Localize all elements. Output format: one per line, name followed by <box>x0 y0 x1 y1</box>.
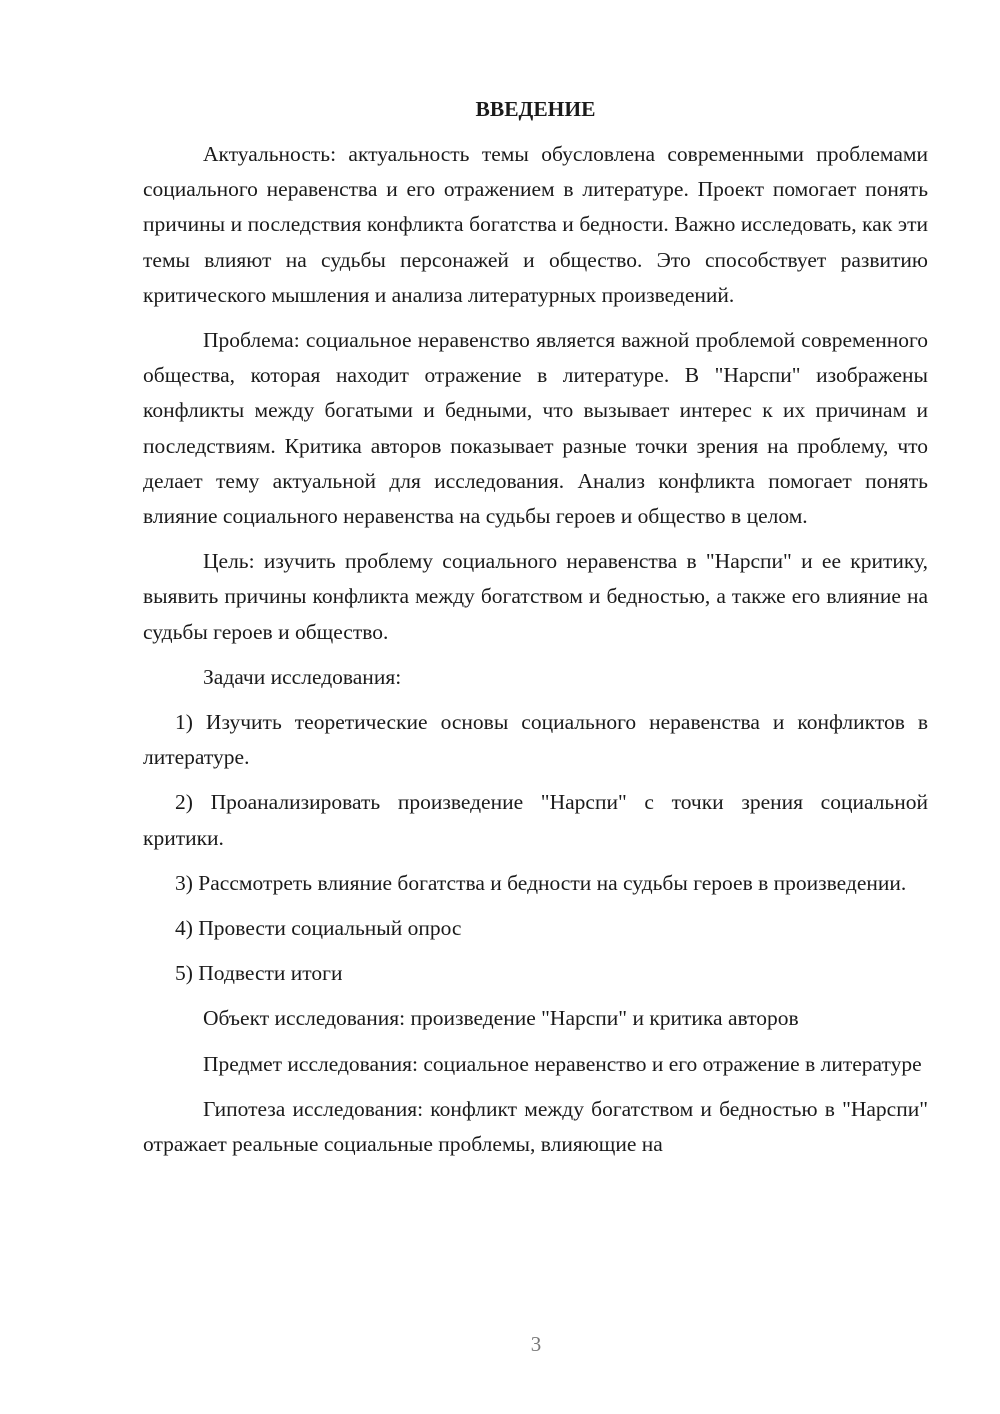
task-item-4: 4) Провести социальный опрос <box>175 916 462 941</box>
page-number: 3 <box>530 1332 542 1356</box>
section-title: ВВЕДЕНИЕ <box>475 97 596 121</box>
paragraph-subject: Предмет исследования: социальное неравенство и его отражение в литературе <box>203 1051 922 1076</box>
paragraph-goal: Цель: изучить проблему социального неравенства в "Нарспи" и ее критику, выявить причины конфликта между богатством и бедностью, а также его влияние на судьбы героев и общество. <box>143 549 928 644</box>
task-item-2: 2) Проанализировать произведение "Нарспи" с точки зрения социальной критики. <box>143 790 928 850</box>
task-item-3: 3) Рассмотреть влияние богатства и бедности на судьбы героев в произведении. <box>175 870 907 895</box>
task-item-1: 1) Изучить теоретические основы социального неравенства и конфликтов в литературе. <box>143 710 928 770</box>
paragraph-problem: Проблема: социальное неравенство является важной проблемой современного общества, которая находит отражение в литературе. В "Нарспи" изображены конфликты между богатыми и бедными, что вызывает интерес к их причинам и последствиям. Критика авторов показывает разные точки зрения на проблему, что делает тему актуальной для исследования. Анализ конфликта помогает понять влияние социального неравенства на судьбы героев и общество в целом. <box>143 328 928 529</box>
paragraph-relevance: Актуальность: актуальность темы обусловлена современными проблемами социального неравенства и его отражением в литературе. Проект помогает понять причины и последствия конфликта богатства и бедности. Важно исследовать, как эти темы влияют на судьбы персонажей и общество. Это способствует развитию критического мышления и анализа литературных произведений. <box>143 142 928 307</box>
document-body <box>143 92 928 1172</box>
task-item-5: 5) Подвести итоги <box>175 961 343 986</box>
paragraph-object: Объект исследования: произведение "Нарспи" и критика авторов <box>203 1006 799 1031</box>
paragraph-hypothesis: Гипотеза исследования: конфликт между богатством и бедностью в "Нарспи" отражает реальные социальные проблемы, влияющие на <box>143 1096 928 1157</box>
paragraph-tasks-heading: Задачи исследования: <box>203 664 402 689</box>
